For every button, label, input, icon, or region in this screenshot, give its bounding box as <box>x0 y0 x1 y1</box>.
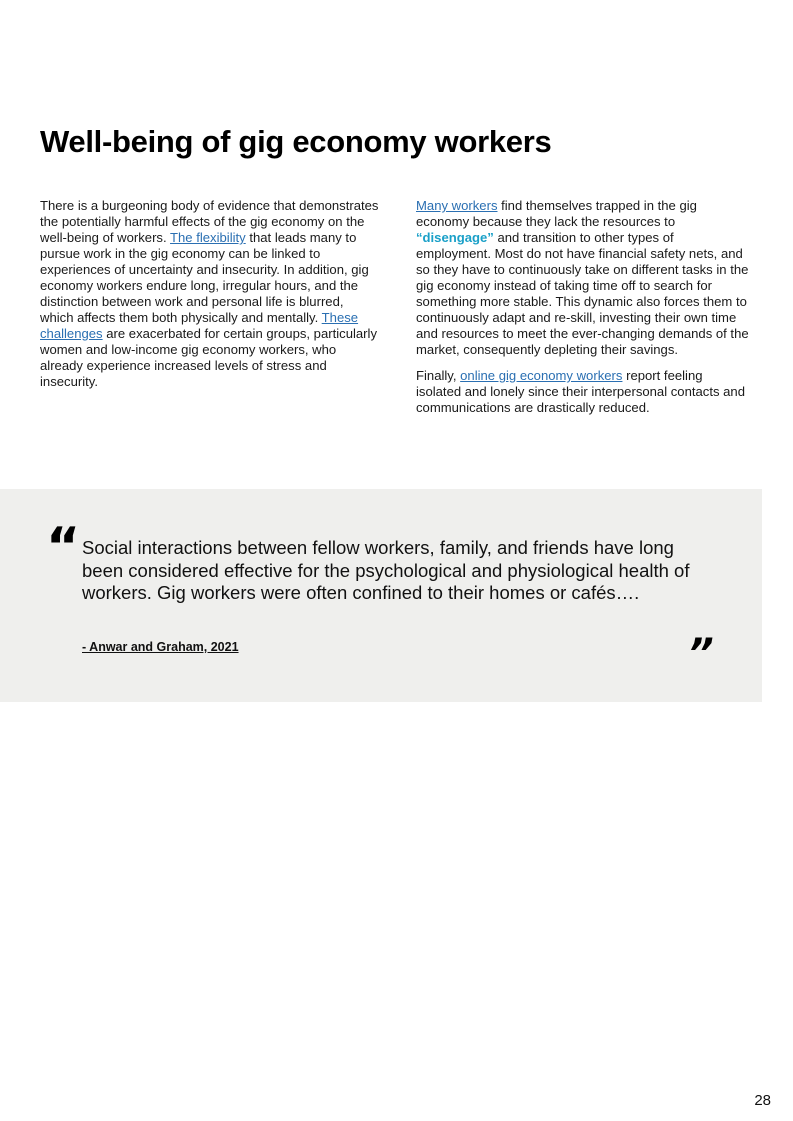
highlight-disengage: “disengage” <box>416 230 494 245</box>
text-segment: and transition to other types of employment. Most do not have financial safety nets, and so they have to continuously take on different tasks in the gig economy instead of taking time off to search for something more stable. This dynamic also forces them to continuously adapt and re-skill, investing their own time and resources to meet the ever-changing demands of the market, consequently depleting their savings. <box>416 230 749 357</box>
left-column <box>40 198 380 390</box>
text-segment: are exacerbated for certain groups, particularly women and low-income gig economy workers, who already experience increased levels of stress and insecurity. <box>40 326 377 389</box>
close-quote-icon: ” <box>688 631 714 677</box>
right-column <box>416 198 751 416</box>
text-segment: There is a burgeoning body of evidence that demonstrates the potentially harmful effects of the gig economy on the well-being of workers. <box>40 198 379 245</box>
link-the-flexibility[interactable]: The flexibility <box>170 230 246 245</box>
text-segment: Finally, <box>416 368 461 383</box>
page-title: Well-being of gig economy workers <box>40 124 552 159</box>
right-paragraph-1 <box>416 198 751 358</box>
page-number: 28 <box>754 1092 771 1109</box>
left-paragraph <box>40 198 380 390</box>
text-segment: that leads many to pursue work in the gig economy can be linked to experiences of uncertainty and insecurity. In addition, gig economy workers endure long, irregular hours, and the distinction between work and personal life is blurred, which affects them both physically and mentally. <box>40 230 369 325</box>
link-online-gig-economy-workers[interactable]: online gig economy workers <box>460 368 623 383</box>
text-segment: report feeling isolated and lonely since their interpersonal contacts and communications are drastically reduced. <box>416 368 745 415</box>
right-paragraph-2 <box>416 368 751 416</box>
open-quote-icon: “ <box>46 517 81 577</box>
quote-attribution: - Anwar and Graham, 2021 <box>82 640 239 654</box>
link-these-challenges[interactable]: These challenges <box>40 310 359 341</box>
link-many-workers[interactable]: Many workers <box>416 198 498 213</box>
pull-quote-text: Social interactions between fellow workers, family, and friends have long been considered effective for the psychological and physiological health of workers. Gig workers were often confined to their homes or cafés…. <box>82 537 690 603</box>
text-segment: find themselves trapped in the gig economy because they lack the resources to <box>416 198 697 229</box>
